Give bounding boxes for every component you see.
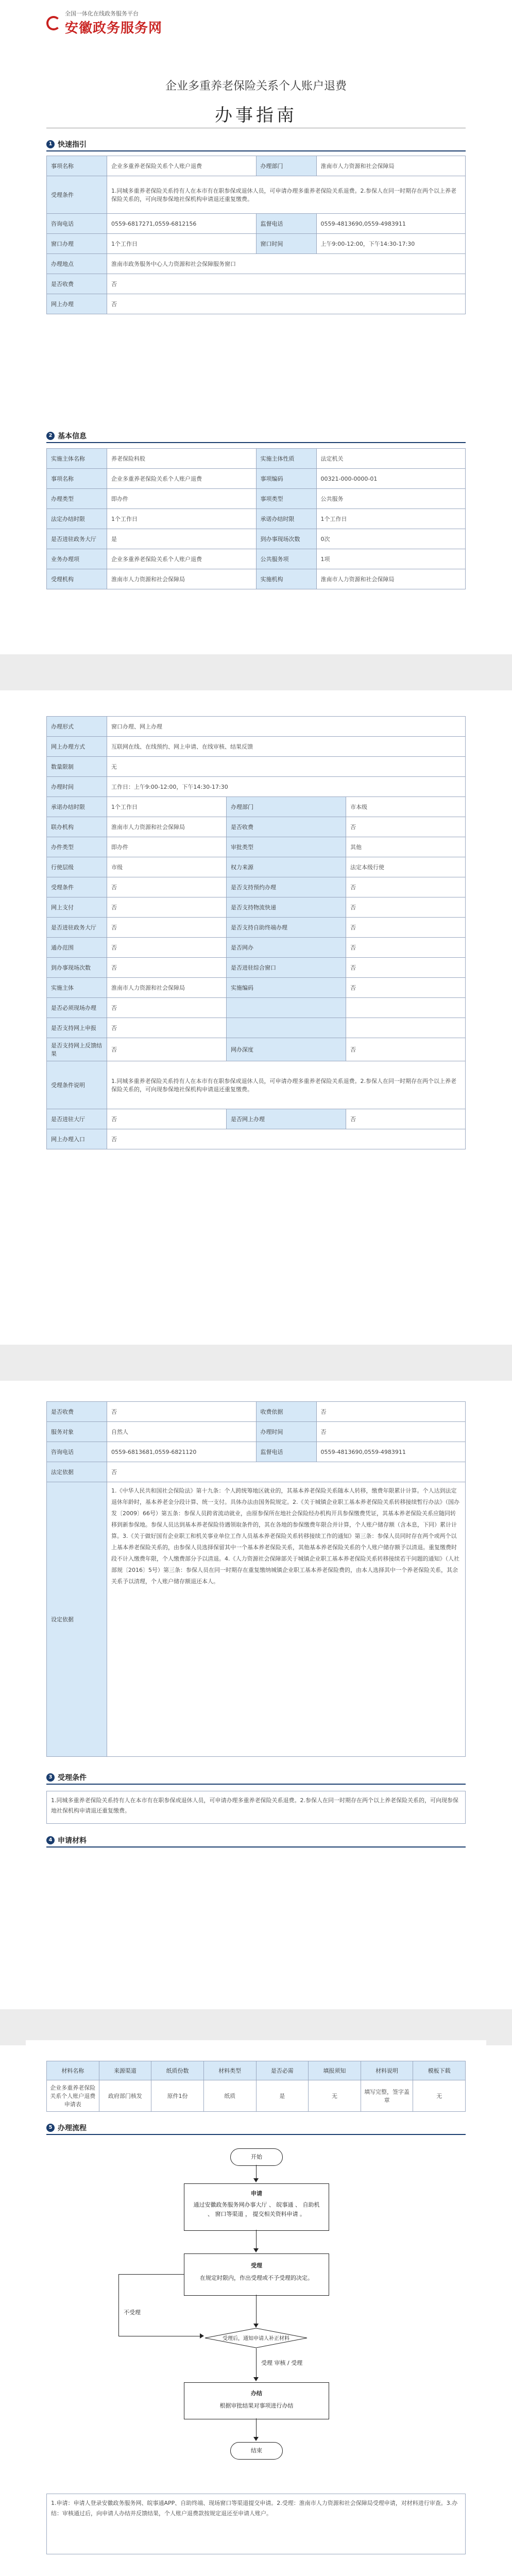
flow-connector [256, 2418, 257, 2439]
field-value: 法定机关 [316, 449, 466, 469]
field-label: 到办事现场次数 [256, 529, 316, 549]
column-header: 材料类型 [203, 2061, 256, 2080]
table-cell: 纸质 [203, 2080, 256, 2112]
flow-handle-title: 办结 [251, 2390, 262, 2397]
field-value: 否 [346, 1038, 466, 1061]
field-label: 办理时间 [47, 777, 107, 797]
flow-arrow [253, 2324, 259, 2328]
field-value: 互联网在线、在线预约、网上申请、在线审核、结果反馈 [107, 737, 466, 757]
field-value: 企业多重养老保险关系个人账户退费 [107, 156, 257, 176]
field-value: 否 [107, 938, 227, 958]
field-value: 否 [107, 958, 227, 978]
field-label: 是否进驻综合窗口 [227, 958, 346, 978]
field-value: 否 [107, 1402, 257, 1422]
field-value: 否 [346, 817, 466, 837]
field-label: 是否收费 [47, 1402, 107, 1422]
flow-connector [256, 2295, 257, 2326]
field-value: 否 [346, 877, 466, 897]
flow-review-text: 受理后，通知申请人补正材料 [223, 2336, 289, 2342]
field-label [227, 998, 346, 1018]
field-label: 审批类型 [227, 837, 346, 857]
flow-not-accept-label: 不受理 [124, 2309, 141, 2316]
field-value: 1.同城多重养老保险关系持有人在本市有在职参保或退休人员，可申请办理多重养老保险关系退费。2.参保人在同一时期存在两个以上养老保险关系的，可向现参保地社保机构申请退还重复缴费。 [107, 176, 466, 214]
field-label: 是否必须现场办理 [47, 998, 107, 1018]
field-value: 公共服务 [316, 489, 466, 509]
field-value: 1个工作日 [107, 234, 257, 254]
field-value: 是 [107, 529, 257, 549]
field-label: 承诺办结时限 [47, 797, 107, 817]
field-label: 是否支持物流快递 [227, 897, 346, 918]
quick-guide-table [46, 156, 466, 314]
section-process [46, 2123, 87, 2133]
field-label: 通办范围 [47, 938, 107, 958]
field-value: 否 [107, 877, 227, 897]
field-label: 是否支持网上反馈结果 [47, 1038, 107, 1061]
field-value: 淮南市人力资源和社会保障局 [107, 978, 227, 998]
flow-accept-node [184, 2253, 329, 2296]
flow-connector [118, 2274, 184, 2275]
field-label: 是否进驻政务大厅 [47, 918, 107, 938]
field-value: 否 [346, 938, 466, 958]
field-label: 是否支持自助终端办理 [227, 918, 346, 938]
logo-big-text: 安徽政务服务网 [65, 21, 163, 36]
field-value: 否 [316, 1402, 466, 1422]
section-materials [46, 1835, 87, 1845]
table-cell: 政府部门核发 [99, 2080, 151, 2112]
column-header: 模板下载 [413, 2061, 466, 2080]
field-value: 否 [346, 958, 466, 978]
section-title: 申请材料 [58, 1837, 87, 1845]
basic-info-table-continued [46, 716, 466, 1149]
field-label: 咨询电话 [47, 1442, 107, 1462]
document-subtitle: 办事指南 [215, 105, 297, 126]
field-value: 市本级 [346, 797, 466, 817]
section-title: 基本信息 [58, 432, 87, 440]
flow-accept-label: 受理 审核 / 受理 [261, 2360, 303, 2366]
field-value: 淮南市人力资源和社会保障局 [316, 156, 466, 176]
page-4 [26, 2040, 486, 2576]
section-divider [46, 442, 466, 443]
field-value: 淮南市政务服务中心人力资源和社会保障服务窗口 [107, 254, 466, 274]
field-label: 办件类型 [47, 837, 107, 857]
table-cell: 企业多重养老保险关系个人账户退费申请表 [47, 2080, 99, 2112]
field-label: 到办事现场次数 [47, 958, 107, 978]
field-label: 办理形式 [47, 717, 107, 737]
section-number-badge: 4 [46, 1836, 55, 1844]
field-value: 无 [107, 757, 466, 777]
field-label: 实施主体性质 [256, 449, 316, 469]
flow-arrow [253, 2437, 259, 2441]
flow-apply-text: 通过安徽政务服务网办事大厅 、 皖事通 、 自助机 、 窗口等渠道 ， 提交相关资料申请 。 [193, 2201, 320, 2217]
field-label: 是否进驻大厅 [47, 1109, 107, 1129]
column-header: 材料名称 [47, 2061, 99, 2080]
field-value: 否 [107, 274, 466, 294]
column-header: 来源渠道 [99, 2061, 151, 2080]
field-label: 服务对象 [47, 1422, 107, 1442]
field-value: 否 [346, 1109, 466, 1129]
field-value: 工作日：上午9:00-12:00，下午14:30-17:30 [107, 777, 466, 797]
flow-arrow [253, 2377, 259, 2381]
field-value: 上午9:00-12:00，下午14:30-17:30 [316, 234, 466, 254]
logo-small-text: 全国一体化在线政务服务平台 [65, 10, 139, 17]
flow-handle-node [184, 2382, 329, 2419]
table-cell: 无 [309, 2080, 361, 2112]
field-label: 法定办结时限 [47, 509, 107, 529]
field-value: 00321-000-0000-01 [316, 469, 466, 489]
field-label: 是否收费 [47, 274, 107, 294]
field-value: 0次 [316, 529, 466, 549]
flow-arrow [200, 2333, 204, 2338]
logo-icon [46, 16, 61, 30]
section-title: 办理流程 [58, 2124, 87, 2132]
section-title: 受理条件 [58, 1774, 87, 1782]
flow-connector [118, 2274, 119, 2336]
basic-info-table [46, 448, 466, 589]
section-number-badge: 1 [46, 140, 55, 148]
field-label: 行使层级 [47, 857, 107, 877]
conditions-text: 1.同城多重养老保险关系持有人在本市有在职参保或退休人员，可申请办理多重养老保险关系退费。2.参保人在同一时期存在两个以上养老保险关系的，可向现参保地社保机构申请退还重复缴费。 [46, 1791, 466, 1824]
field-label: 实施编码 [227, 978, 346, 998]
field-value: 否 [107, 918, 227, 938]
field-label: 权力来源 [227, 857, 346, 877]
field-label: 办理类型 [47, 489, 107, 509]
flow-connector [256, 2230, 257, 2250]
field-value: 否 [107, 1018, 227, 1038]
field-value: 否 [107, 294, 466, 314]
flow-handle-text: 根据审批结果对事项进行办结 [219, 2402, 294, 2409]
page-3 [26, 1381, 486, 2009]
field-label: 联办机构 [47, 817, 107, 837]
table-cell: 无 [413, 2080, 466, 2112]
flow-arrow [253, 2178, 259, 2182]
section-number-badge: 5 [46, 2124, 55, 2132]
field-value: 否 [107, 1462, 466, 1482]
section-number-badge: 3 [46, 1773, 55, 1782]
field-value: 否 [346, 918, 466, 938]
field-label: 是否进驻政务大厅 [47, 529, 107, 549]
field-value: 即办件 [107, 837, 227, 857]
field-label: 实施主体名称 [47, 449, 107, 469]
table-cell: 原件1份 [151, 2080, 204, 2112]
section-title: 快速指引 [58, 141, 87, 149]
field-value: 否 [107, 897, 227, 918]
field-label: 网上办理方式 [47, 737, 107, 757]
document-title: 企业多重养老保险关系个人账户退费 [165, 80, 347, 93]
column-header: 纸质份数 [151, 2061, 204, 2080]
field-label: 办理地点 [47, 254, 107, 274]
table-cell: 是 [256, 2080, 309, 2112]
field-value [346, 1018, 466, 1038]
field-label: 事项名称 [47, 469, 107, 489]
field-value: 企业多重养老保险关系个人账户退费 [107, 549, 257, 569]
column-header: 填报须知 [309, 2061, 361, 2080]
field-label: 是否网上办理 [227, 1109, 346, 1129]
field-label: 公共服务项 [256, 549, 316, 569]
field-value [346, 998, 466, 1018]
field-value: 1个工作日 [316, 509, 466, 529]
field-label: 窗口办理 [47, 234, 107, 254]
field-label: 收费依据 [256, 1402, 316, 1422]
field-label: 监督电话 [256, 214, 316, 234]
field-value: 窗口办理、网上办理 [107, 717, 466, 737]
field-value: 否 [107, 998, 227, 1018]
field-value: 淮南市人力资源和社会保障局 [107, 569, 257, 589]
field-label: 网上办理入口 [47, 1129, 107, 1149]
field-label: 事项类型 [256, 489, 316, 509]
table-cell: 填写完整，签字盖章 [361, 2080, 413, 2112]
field-value: 企业多重养老保险关系个人账户退费 [107, 469, 257, 489]
section-divider [46, 150, 466, 151]
section-conditions [46, 1772, 87, 1783]
field-value: 0559-6817271,0559-6812156 [107, 214, 257, 234]
field-value: 否 [107, 1129, 466, 1149]
field-value: 1个工作日 [107, 797, 227, 817]
section-number-badge: 2 [46, 432, 55, 440]
flow-accept-title: 受理 [251, 2262, 262, 2269]
field-value: 市级 [107, 857, 227, 877]
basic-info-table-continued-2 [46, 1401, 466, 1757]
field-label: 设定依据 [47, 1482, 107, 1757]
field-value: 其他 [346, 837, 466, 857]
process-note: 1.申请：申请人登录安徽政务服务网、皖事通APP、自助终端、现场窗口等渠道提交申请。2.受理：淮南市人力资源和社会保障局受理申请，对材料进行审查。3.办结：审核通过后，向申请人办结并反馈结果，个人账户退费款按规定退还至申请人账户。 [46, 2494, 466, 2554]
field-label: 承诺办结时限 [256, 509, 316, 529]
field-label: 监督电话 [256, 1442, 316, 1462]
field-label: 事项编码 [256, 469, 316, 489]
field-label: 办理部门 [227, 797, 346, 817]
flow-arrow [253, 2248, 259, 2252]
field-label [227, 1018, 346, 1038]
materials-table [46, 2061, 466, 2112]
field-value: 即办件 [107, 489, 257, 509]
field-value: 淮南市人力资源和社会保障局 [107, 817, 227, 837]
field-value: 否 [316, 1422, 466, 1442]
flow-apply-node [184, 2183, 329, 2231]
section-divider [46, 1846, 466, 1848]
flow-accept-text: 在规定时限内，作出受理或不予受理的决定。 [200, 2275, 313, 2281]
field-value: 1.同城多重养老保险关系持有人在本市有在职参保或退休人员，可申请办理多重养老保险关系退费。2.参保人在同一时期存在两个以上养老保险关系的，可向现参保地社保机构申请退还重复缴费。 [107, 1061, 466, 1109]
flow-start-node: 开始 [230, 2148, 283, 2166]
field-value: 否 [346, 897, 466, 918]
flow-apply-title: 申请 [251, 2190, 262, 2197]
field-value: 0559-6813681,0559-6821120 [107, 1442, 257, 1462]
field-label: 法定依据 [47, 1462, 107, 1482]
field-value: 1个工作日 [107, 509, 257, 529]
field-label: 业务办理项 [47, 549, 107, 569]
field-label: 窗口时间 [256, 234, 316, 254]
field-value: 养老保险科股 [107, 449, 257, 469]
field-value: 1.《中华人民共和国社会保险法》第十九条：个人跨统筹地区就业的，其基本养老保险关系随本人转移，缴费年限累计计算。个人达到法定退休年龄时，基本养老金分段计算、统一支付。具体办法由国务院规定。2.《关于城镇企业职工基本养老保险关系转移接续暂行办法》（国办发〔2009〕66号）第五条：参保人员跨省流动就业，由原参保所在地社会保险经办机构开具参保缴费凭证，其基本养老保险关系应随同转移到新参保地。参保人员达到基本养老保险待遇领取条件的，其在各地的参保缴费年限合并计算，个人账户储存额（含本息，下同）累计计算。3.《关于做好国有企业职工和机关事业单位工作人员基本养老保险关系转移接续工作的通知》第三条：参保人员同时存在两个或两个以上基本养老保险关系的，由参保人员选择保留其中一个基本养老保险关系，其他基本养老保险关系的个人账户储存额予以清退。重复缴费时段不计入缴费年限，个人缴费部分予以清退。4.《人力资源社会保障部关于城镇企业职工基本养老保险关系转移接续若干问题的通知》（人社部规〔2016〕5号）第三条：参保人员在同一时期存在重复缴纳城镇企业职工基本养老保险费的，由本人选择其中一个养老保险关系，其余关系予以清理，个人账户储存额退还本人。 [107, 1482, 466, 1757]
site-logo[interactable] [46, 9, 162, 37]
page-separator [0, 1345, 512, 1381]
field-label: 是否网办 [227, 938, 346, 958]
field-label: 咨询电话 [47, 214, 107, 234]
column-header: 是否必需 [256, 2061, 309, 2080]
field-label: 实施机构 [256, 569, 316, 589]
field-label: 网办深度 [227, 1038, 346, 1061]
field-label: 数量限制 [47, 757, 107, 777]
field-label: 事项名称 [47, 156, 107, 176]
field-value: 1项 [316, 549, 466, 569]
field-value: 否 [346, 978, 466, 998]
field-label: 实施主体 [47, 978, 107, 998]
section-divider [46, 2134, 466, 2135]
field-label: 受理条件说明 [47, 1061, 107, 1109]
section-basic-info [46, 431, 87, 441]
field-value: 法定本级行使 [346, 857, 466, 877]
section-quick-guide [46, 139, 87, 149]
table-row [47, 2080, 466, 2112]
field-label: 是否支持预约办理 [227, 877, 346, 897]
section-divider [46, 1784, 466, 1785]
field-label: 办理时间 [256, 1422, 316, 1442]
column-header: 材料说明 [361, 2061, 413, 2080]
field-value: 否 [107, 1109, 227, 1129]
field-label: 办理部门 [256, 156, 316, 176]
field-value: 0559-4813690,0559-4983911 [316, 214, 466, 234]
page-separator [0, 654, 512, 690]
flow-connector [256, 2348, 257, 2379]
field-value: 淮南市人力资源和社会保障局 [316, 569, 466, 589]
page-1 [26, 0, 486, 654]
field-value: 自然人 [107, 1422, 257, 1442]
field-label: 受理条件 [47, 877, 107, 897]
field-label: 受理机构 [47, 569, 107, 589]
field-label: 受理条件 [47, 176, 107, 214]
field-label: 是否收费 [227, 817, 346, 837]
flow-end-node: 结束 [230, 2442, 283, 2460]
field-value: 0559-4813690,0559-4983911 [316, 1442, 466, 1462]
field-label: 是否支持网上申报 [47, 1018, 107, 1038]
page-2 [26, 690, 486, 1345]
field-value: 否 [107, 1038, 227, 1061]
field-label: 网上支付 [47, 897, 107, 918]
field-label: 网上办理 [47, 294, 107, 314]
